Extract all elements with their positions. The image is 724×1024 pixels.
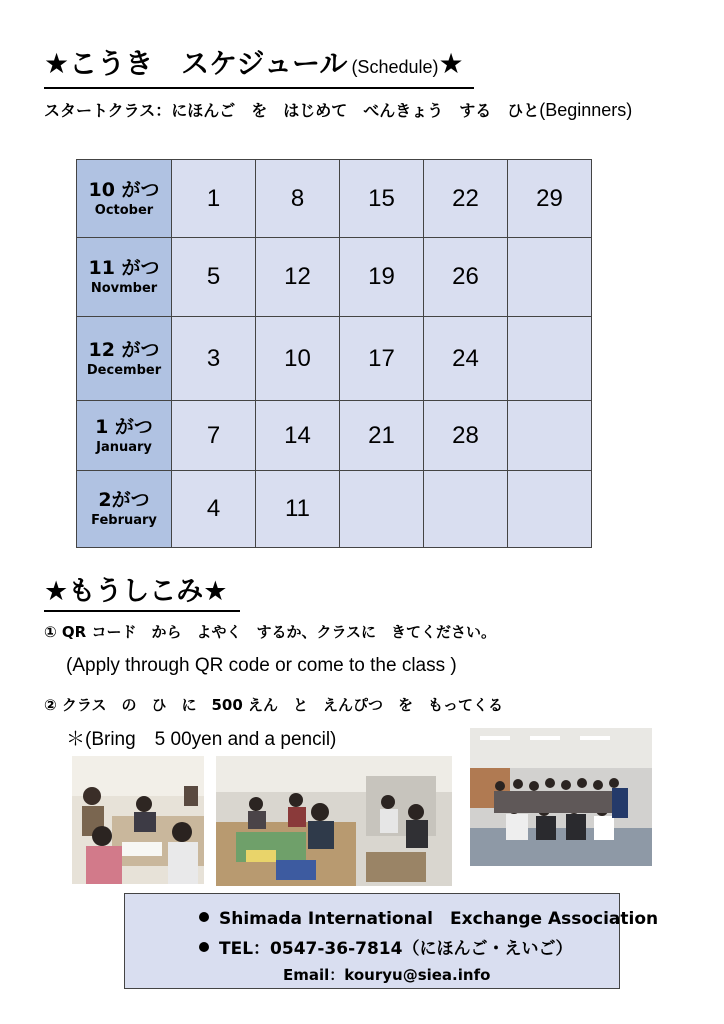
step2-jp: ② クラス の ひ に 500 えん と えんぴつ を もってくる bbox=[44, 696, 504, 714]
day-cell bbox=[508, 401, 592, 471]
day-cell: 29 bbox=[508, 160, 592, 238]
day-cell: 7 bbox=[172, 401, 256, 471]
group-photo bbox=[470, 728, 652, 866]
day-cell: 11 bbox=[256, 471, 340, 548]
class-photo-2 bbox=[216, 756, 452, 886]
schedule-table bbox=[76, 159, 592, 548]
month-cell bbox=[77, 238, 172, 317]
contact-org: Shimada International Exchange Association bbox=[219, 909, 659, 929]
contact-email: Email：kouryu@siea.info bbox=[283, 966, 491, 984]
day-cell bbox=[508, 317, 592, 401]
step1-jp: ① QR コード から よやく するか、クラスに きてください。 bbox=[44, 623, 496, 641]
month-en: December bbox=[86, 362, 162, 378]
day-cell: 3 bbox=[172, 317, 256, 401]
day-cell: 10 bbox=[256, 317, 340, 401]
day-cell bbox=[508, 471, 592, 548]
schedule-row-november bbox=[77, 238, 592, 317]
day-cell bbox=[424, 471, 508, 548]
schedule-row-february bbox=[77, 471, 592, 548]
day-cell: 12 bbox=[256, 238, 340, 317]
month-cell bbox=[77, 160, 172, 238]
subtitle-jp: スタートクラス：にほんご を はじめて べんきょう する ひと bbox=[44, 101, 540, 120]
month-jp: 2がつ bbox=[98, 489, 150, 511]
title-jp: ★こうき スケジュール bbox=[44, 47, 348, 80]
day-cell: 24 bbox=[424, 317, 508, 401]
application-title: ★もうしこみ★ bbox=[44, 574, 240, 612]
day-cell bbox=[508, 238, 592, 317]
month-en: January bbox=[96, 439, 152, 455]
title-en: (Schedule) bbox=[351, 57, 439, 77]
month-jp: 11 がつ bbox=[88, 257, 160, 279]
day-cell: 17 bbox=[340, 317, 424, 401]
month-en: October bbox=[94, 202, 154, 218]
day-cell: 15 bbox=[340, 160, 424, 238]
schedule-row-january bbox=[77, 401, 592, 471]
day-cell: 28 bbox=[424, 401, 508, 471]
month-jp: 12 がつ bbox=[88, 338, 160, 361]
month-cell bbox=[77, 471, 172, 548]
subtitle bbox=[44, 96, 632, 125]
contact-box bbox=[124, 893, 659, 989]
month-jp: 10 がつ bbox=[88, 178, 160, 201]
day-cell: 14 bbox=[256, 401, 340, 471]
subtitle-en: (Beginners) bbox=[539, 100, 633, 120]
day-cell: 19 bbox=[340, 238, 424, 317]
contact-org-line bbox=[199, 904, 658, 929]
class-photo-1 bbox=[72, 756, 204, 884]
title-star: ★ bbox=[438, 47, 464, 80]
step2-en: ＊(Bring 5 00yen and a pencil) bbox=[66, 729, 337, 750]
month-cell bbox=[77, 317, 172, 401]
month-en: February bbox=[91, 513, 157, 528]
schedule-row-october bbox=[77, 160, 592, 238]
step1-en: (Apply through QR code or come to the class ) bbox=[66, 655, 457, 676]
day-cell: 8 bbox=[256, 160, 340, 238]
page-title bbox=[44, 44, 474, 89]
day-cell: 4 bbox=[172, 471, 256, 548]
day-cell: 1 bbox=[172, 160, 256, 238]
bullet-icon bbox=[199, 942, 209, 952]
bullet-icon bbox=[199, 912, 209, 922]
day-cell: 26 bbox=[424, 238, 508, 317]
day-cell: 22 bbox=[424, 160, 508, 238]
schedule-row-december bbox=[77, 317, 592, 401]
month-en: Novmber bbox=[90, 281, 158, 296]
contact-tel: TEL：0547-36-7814（にほんご・えいご） bbox=[219, 939, 573, 959]
month-jp: 1 がつ bbox=[95, 415, 153, 438]
contact-tel-line bbox=[199, 934, 572, 959]
day-cell bbox=[340, 471, 424, 548]
day-cell: 21 bbox=[340, 401, 424, 471]
month-cell bbox=[77, 401, 172, 471]
day-cell: 5 bbox=[172, 238, 256, 317]
